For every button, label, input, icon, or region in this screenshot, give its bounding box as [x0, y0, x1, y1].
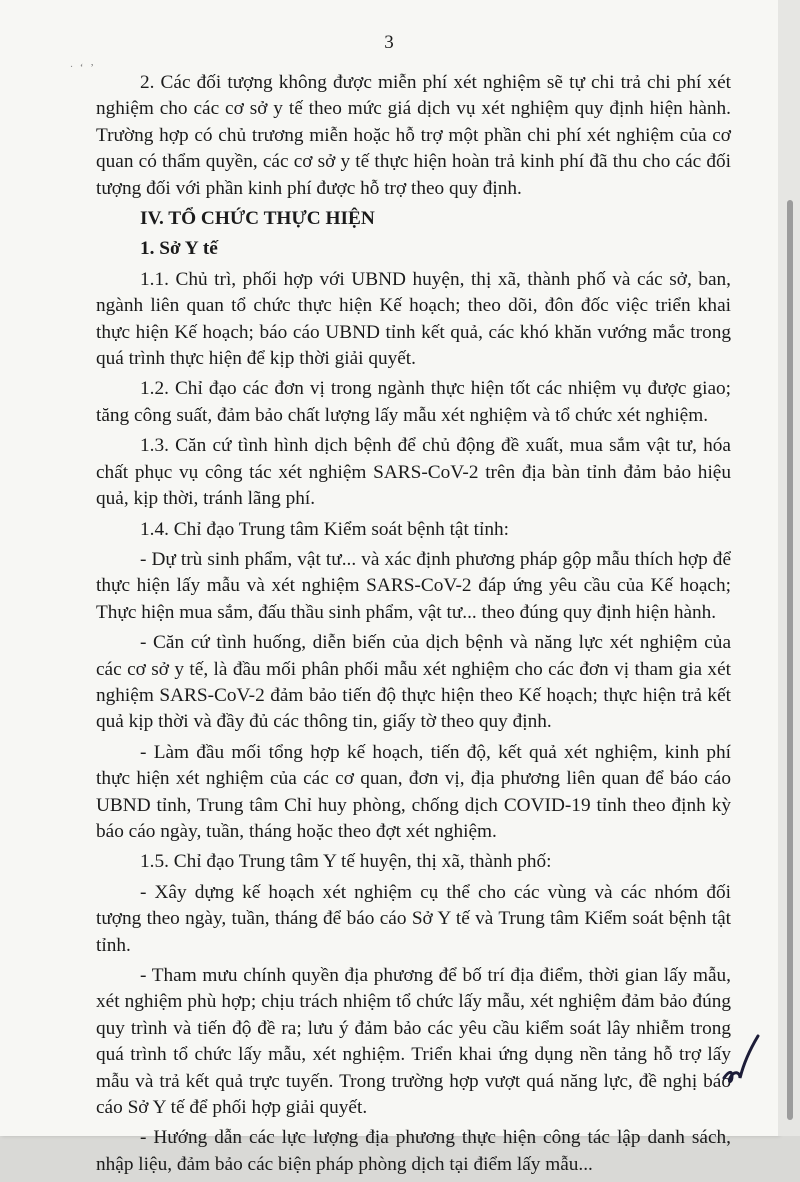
paragraph-1-5: 1.5. Chỉ đạo Trung tâm Y tế huyện, thị xã, thành phố: [140, 851, 552, 873]
paragraph-1-4-bullet-3: - Làm đầu mối tổng hợp kế hoạch, tiến độ, kết quả xét nghiệm, kinh phí thực hiện xét nghiệm của các cơ quan, đơn vị, địa phương liên quan để báo cáo UBND tỉnh, Trung tâm Chỉ huy phòng, chống dịch COVID-19 tỉnh theo định kỳ báo cáo ngày, tuần, tháng hoặc theo đợt xét nghiệm. [96, 741, 731, 842]
paragraph-1-5-bullet-3: - Hướng dẫn các lực lượng địa phương thực hiện công tác lập danh sách, nhập liệu, đảm bảo các biện pháp phòng dịch tại điểm lấy mẫu... [96, 1127, 731, 1175]
paragraph-1-3: 1.3. Căn cứ tình hình dịch bệnh để chủ động đề xuất, mua sắm vật tư, hóa chất phục vụ công tác xét nghiệm SARS-CoV-2 trên địa bàn tỉnh đảm bảo hiệu quả, kịp thời, tránh lãng phí. [96, 435, 731, 510]
paragraph-free-test-payment: 2. Các đối tượng không được miễn phí xét nghiệm sẽ tự chi trả chi phí xét nghiệm cho các cơ sở y tế theo mức giá dịch vụ xét nghiệm quy định hiện hành. Trường hợp có chủ trương miễn hoặc hỗ trợ một phần chi phí xét nghiệm của cơ quan có thẩm quyền, các cơ sở y tế thực hiện hoàn trả kinh phí đã thu cho các đối tượng đối với phần kinh phí được hỗ trợ theo quy định. [96, 72, 731, 199]
paragraph-1-1: 1.1. Chủ trì, phối hợp với UBND huyện, thị xã, thành phố và các sở, ban, ngành liên quan tổ chức thực hiện Kế hoạch; theo dõi, đôn đốc việc triển khai thực hiện Kế hoạch; báo cáo UBND tỉnh kết quả, các khó khăn vướng mắc trong quá trình thực hiện để kịp thời giải quyết. [96, 268, 731, 370]
document-body [96, 70, 731, 1182]
initial-signature-mark [718, 1032, 768, 1092]
paragraph-1-4-bullet-2: - Căn cứ tình huống, diễn biến của dịch bệnh và năng lực xét nghiệm của các cơ sở y tế, là đầu mối phân phối mẫu xét nghiệm cho các đơn vị tham gia xét nghiệm SARS-CoV-2 đảm bảo tiến độ thực hiện theo Kế hoạch; thực hiện trả kết quả kịp thời và đầy đủ các thông tin, giấy tờ theo quy định. [96, 632, 731, 733]
paragraph-1-4-bullet-1: - Dự trù sinh phẩm, vật tư... và xác định phương pháp gộp mẫu thích hợp để thực hiện lấy mẫu và xét nghiệm SARS-CoV-2 đáp ứng yêu cầu của Kế hoạch; Thực hiện mua sắm, đấu thầu sinh phẩm, vật tư... theo đúng quy định hiện hành. [96, 548, 731, 623]
paragraph-1-5-bullet-1: - Xây dựng kế hoạch xét nghiệm cụ thể cho các vùng và các nhóm đối tượng theo ngày, tuần, tháng để báo cáo Sở Y tế và Trung tâm Kiểm soát bệnh tật tỉnh. [96, 881, 731, 956]
page-number: 3 [384, 32, 394, 53]
section-heading-implementation: IV. TỔ CHỨC THỰC HIỆN [140, 208, 375, 230]
scrollbar-thumb[interactable] [787, 200, 793, 1120]
paragraph-1-2: 1.2. Chỉ đạo các đơn vị trong ngành thực hiện tốt các nhiệm vụ được giao; tăng công suất, đảm bảo chất lượng lấy mẫu xét nghiệm và tổ chức xét nghiệm. [96, 378, 731, 426]
subsection-heading-health-department: 1. Sở Y tế [140, 238, 218, 260]
paragraph-1-5-bullet-2: - Tham mưu chính quyền địa phương để bố trí địa điểm, thời gian lấy mẫu, xét nghiệm phù hợp; chịu trách nhiệm tổ chức lấy mẫu, xét nghiệm đảm bảo đúng quy trình và tiến độ đề ra; lưu ý đảm bảo các yêu cầu kiểm soát lây nhiễm trong quá trình tổ chức lấy mẫu, xét nghiệm. Triển khai ứng dụng nền tảng hỗ trợ lấy mẫu và trả kết quả trực tuyến. Trong trường hợp vượt quá năng lực, đề nghị báo cáo Sở Y tế để phối hợp giải quyết. [96, 965, 731, 1119]
vertical-scrollbar[interactable] [778, 0, 800, 1136]
margin-mark: ˑ ʻ ʼ [70, 62, 96, 74]
paragraph-1-4: 1.4. Chỉ đạo Trung tâm Kiểm soát bệnh tật tỉnh: [140, 518, 510, 540]
